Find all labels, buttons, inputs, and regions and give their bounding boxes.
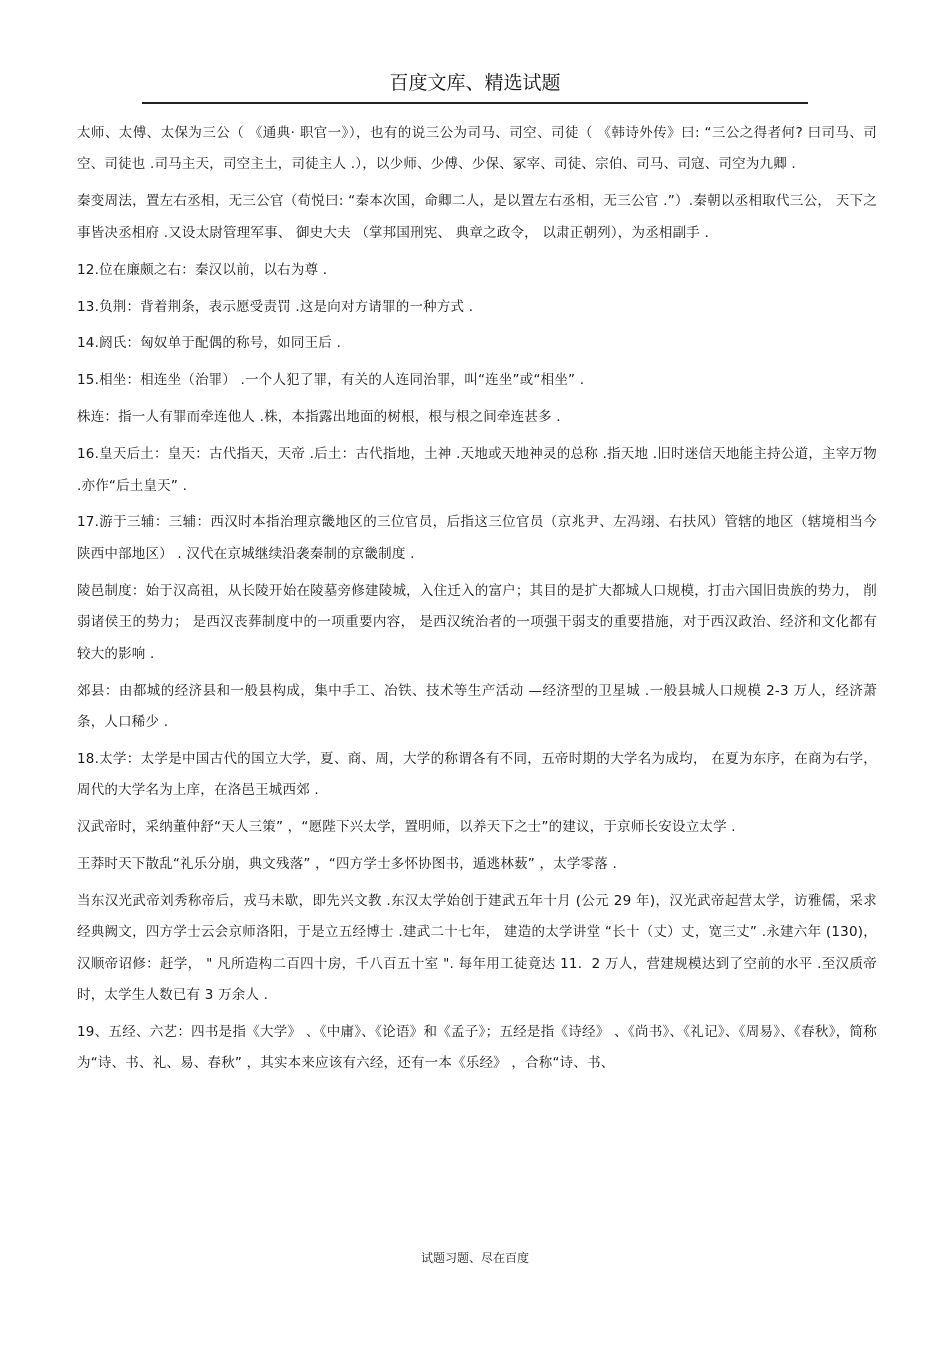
paragraph-item-16: 16.皇天后土：皇天：古代指天，天帝 .后土：古代指地，土神 .天地或天地神灵的总称 .指天地 .旧时迷信天地能主持公道，主宰万物 .亦作“后土皇天” . — [77, 446, 877, 494]
page-title: 百度文库、精选试题 — [389, 72, 561, 94]
paragraph-item-15: 15.相坐：相连坐（治罪） .一个人犯了罪，有关的人连同治罪，叫“连坐”或“相坐” . — [77, 372, 585, 389]
page-footer: 试题习题、尽在百度 — [420, 1251, 529, 1265]
paragraph-han-wudi: 汉武帝时，采纳董仲舒“天人三策” ，“愿陛下兴太学，置明师，以养天下之士”的建议，于京师长安设立太学 . — [77, 819, 736, 836]
paragraph-item-19: 19、五经、六艺：四书是指《大学》 、《中庸》、《论语》和《孟子》；五经是指《诗经》 、《尚书》、《礼记》、《周易》、《春秋》，简称为“诗、书、礼、易、春秋” ，其实本来应该有六经，还有一本《乐经》 ，合称“诗、书、 — [77, 1024, 877, 1072]
paragraph-three-dukes: 太师、太傅、太保为三公（ 《通典· 职官一》），也有的说三公为司马、司空、司徒（ 《韩诗外传》曰: “三公之得者何? 曰司马、司空、司徒也 .司马主天，司空主土，司徒主人 .），以少师、少傅、少保、冢宰、司徒、宗伯、司马、司寇、司空为九卿 . — [77, 125, 877, 173]
paragraph-item-14: 14.阏氏：匈奴单于配偶的称号，如同王后 . — [77, 335, 341, 352]
paragraph-eastern-han-taixue: 当东汉光武帝刘秀称帝后，戎马未歇，即先兴文教 .东汉太学始创于建武五年十月 (公元 29 年)，汉光武帝起营太学，访雅儒，采求经典阙文，四方学士云会京师洛阳，于是立五经博士 .建武二十七年， 建造的太学讲堂 “长十（丈）丈，宽三丈” .永建六年 (130)，汉顺帝诏修：赶学， " 凡所造构二百四十房，千八百五十室 ". 每年用工徒竟达 11．2 万人，营建规模达到了空前的水平 .至汉质帝时，太学生人数已有 3 万余人 . — [77, 892, 877, 1004]
paragraph-lingyi-system: 陵邑制度：始于汉高祖，从长陵开始在陵墓旁修建陵城，入住迁入的富户；其目的是扩大都城人口规模，打击六国旧贵族的势力， 削弱诸侯王的势力； 是西汉丧葬制度中的一项重要内容， 是西汉统治者的一项强干弱支的重要措施，对于西汉政治、经济和文化都有较大的影响 . — [77, 582, 877, 662]
paragraph-zhulian: 株连：指一人有罪而牵连他人 .株，本指露出地面的树根，根与根之间牵连甚多 . — [77, 409, 561, 426]
paragraph-item-12: 12.位在廉颇之右：秦汉以前，以右为尊 . — [77, 261, 328, 278]
paragraph-qin-chancellors: 秦变周法，置左右丞相，无三公官（荀悦曰: “秦本次国，命卿二人，是以置左右丞相，无三公官 .”）.秦朝以丞相取代三公， 天下之事皆决丞相府 .又设太尉管理军事、 御史大夫 （掌邦国刑宪、 典章之政令， 以肃正朝列），为丞相副手 . — [77, 193, 877, 241]
paragraph-wang-mang: 王莽时天下散乱“礼乐分崩，典文残落” ，“四方学士多怀协图书，遁逃林薮” ，太学零落 . — [77, 856, 617, 873]
paragraph-item-18: 18.太学：太学是中国古代的国立大学，夏、商、周，大学的称谓各有不同，五帝时期的大学名为成均， 在夏为东序，在商为右学，周代的大学名为上庠，在洛邑王城西郊 . — [77, 750, 877, 799]
document-body — [77, 118, 877, 1085]
paragraph-suburban-counties: 郊县：由都城的经济县和一般县构成，集中手工、冶铁、技术等生产活动 —经济型的卫星城 .一般县城人口规模 2-3 万人，经济萧条，人口稀少 . — [77, 682, 877, 730]
paragraph-item-13: 13.负荆：背着荆条，表示愿受责罚 .这是向对方请罪的一种方式 . — [77, 298, 474, 315]
paragraph-item-17: 17.游于三辅：三辅：西汉时本指治理京畿地区的三位官员，后指这三位官员（京兆尹、左冯翊、右扶风）管辖的地区（辖境相当今陕西中部地区） . 汉代在京城继续沿袭秦制的京畿制度 . — [77, 514, 877, 562]
header-divider — [142, 102, 808, 104]
